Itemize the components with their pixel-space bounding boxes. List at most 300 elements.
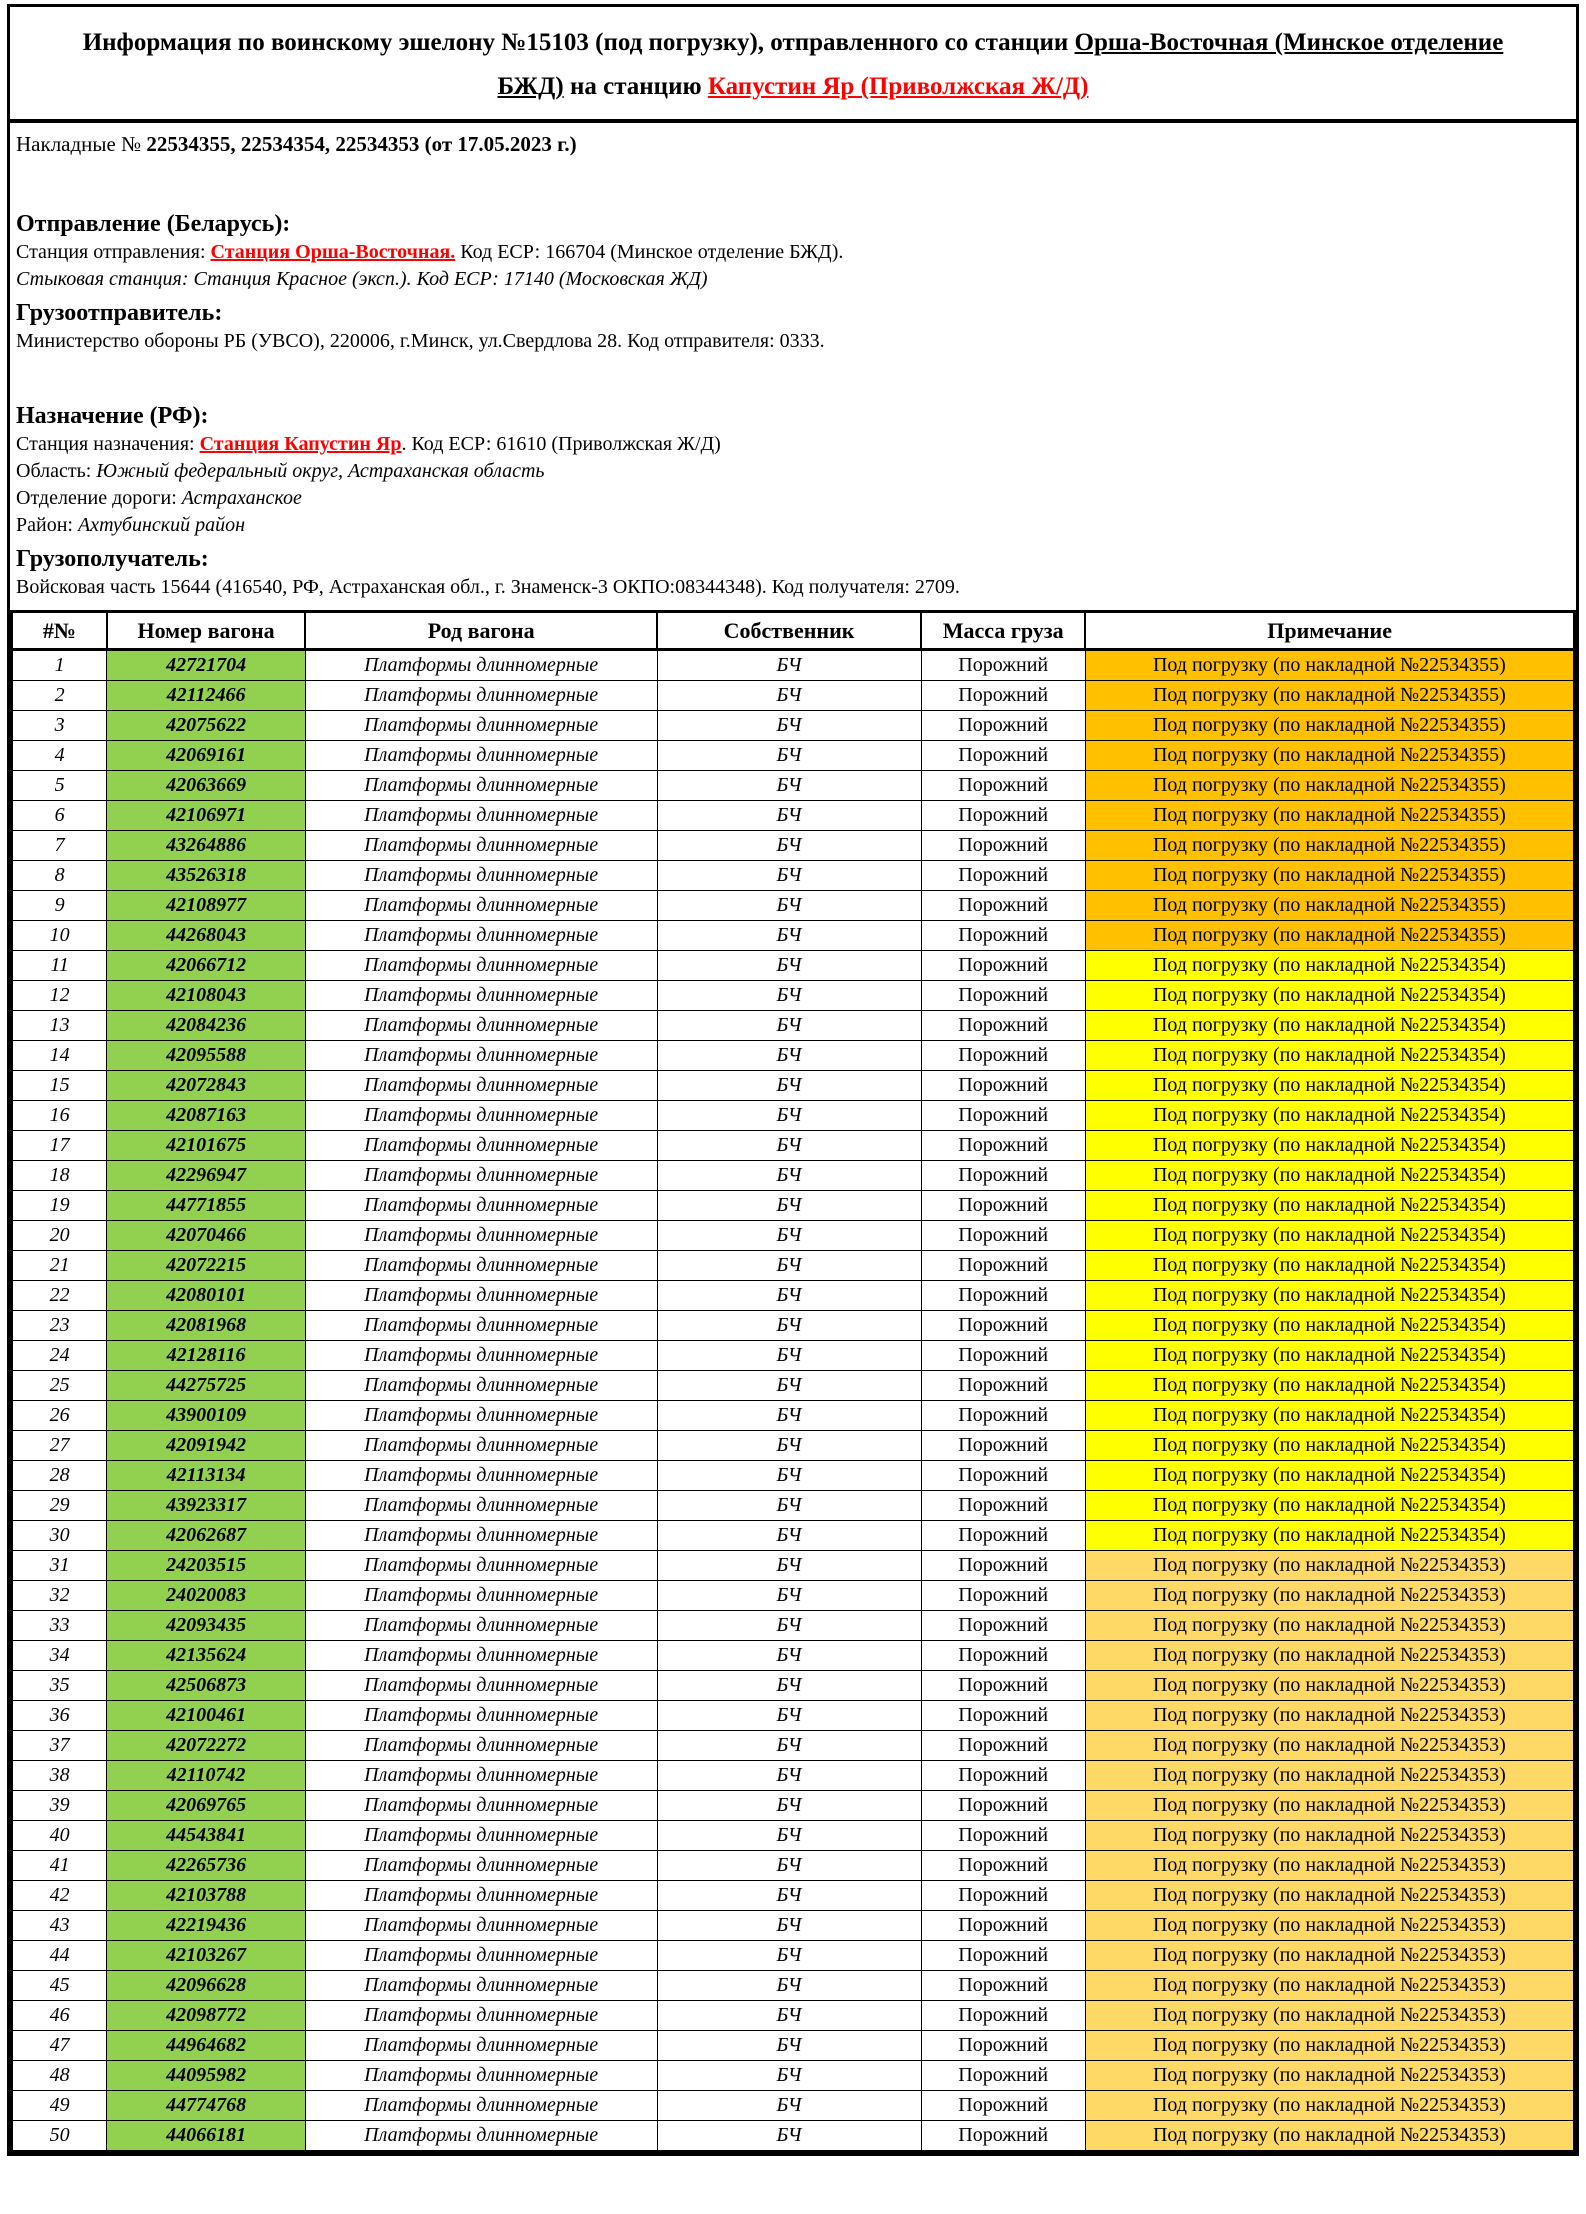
cell-note: Под погрузку (по накладной №22534355): [1085, 650, 1574, 681]
cell-row-number: 36: [12, 1701, 107, 1731]
cell-cargo-mass: Порожний: [921, 1341, 1085, 1371]
cell-owner: БЧ: [657, 1191, 921, 1221]
cell-owner: БЧ: [657, 1071, 921, 1101]
cell-row-number: 30: [12, 1521, 107, 1551]
table-row: [12, 771, 1575, 801]
table-row: [12, 2091, 1575, 2121]
cell-wagon-type: Платформы длинномерные: [305, 1161, 657, 1191]
cell-wagon-type: Платформы длинномерные: [305, 2061, 657, 2091]
cell-owner: БЧ: [657, 2121, 921, 2152]
cell-owner: БЧ: [657, 1221, 921, 1251]
header-row-number: #№: [12, 612, 107, 650]
cell-row-number: 23: [12, 1311, 107, 1341]
cell-note: Под погрузку (по накладной №22534354): [1085, 1131, 1574, 1161]
district-line: [16, 512, 1572, 539]
cell-cargo-mass: Порожний: [921, 1821, 1085, 1851]
cell-note: Под погрузку (по накладной №22534353): [1085, 1731, 1574, 1761]
cell-wagon-type: Платформы длинномерные: [305, 1131, 657, 1161]
cell-row-number: 32: [12, 1581, 107, 1611]
cell-cargo-mass: Порожний: [921, 861, 1085, 891]
cell-wagon-type: Платформы длинномерные: [305, 1851, 657, 1881]
cell-row-number: 48: [12, 2061, 107, 2091]
cell-owner: БЧ: [657, 1941, 921, 1971]
cell-owner: БЧ: [657, 1611, 921, 1641]
departure-station-rest: Код ЕСР: 166704 (Минское отделение БЖД).: [455, 241, 844, 263]
cell-wagon-number: 44774768: [107, 2091, 306, 2121]
table-row: [12, 1761, 1575, 1791]
cell-wagon-type: Платформы длинномерные: [305, 801, 657, 831]
cell-wagon-type: Платформы длинномерные: [305, 861, 657, 891]
cell-owner: БЧ: [657, 1581, 921, 1611]
cell-note: Под погрузку (по накладной №22534353): [1085, 1761, 1574, 1791]
cell-wagon-number: 42721704: [107, 650, 306, 681]
cell-wagon-number: 42110742: [107, 1761, 306, 1791]
cell-cargo-mass: Порожний: [921, 2091, 1085, 2121]
cell-row-number: 39: [12, 1791, 107, 1821]
cell-cargo-mass: Порожний: [921, 1911, 1085, 1941]
cell-wagon-type: Платформы длинномерные: [305, 1431, 657, 1461]
table-row: [12, 2121, 1575, 2152]
table-row: [12, 1881, 1575, 1911]
table-row: [12, 1281, 1575, 1311]
cell-note: Под погрузку (по накладной №22534353): [1085, 1941, 1574, 1971]
cell-owner: БЧ: [657, 1881, 921, 1911]
departure-station-link[interactable]: Станция Орша-Восточная.: [210, 241, 456, 263]
table-row: [12, 1221, 1575, 1251]
cell-owner: БЧ: [657, 1671, 921, 1701]
cell-wagon-type: Платформы длинномерные: [305, 1941, 657, 1971]
table-row: [12, 1371, 1575, 1401]
cell-row-number: 8: [12, 861, 107, 891]
cell-wagon-number: 42072843: [107, 1071, 306, 1101]
cell-owner: БЧ: [657, 1371, 921, 1401]
cell-note: Под погрузку (по накладной №22534355): [1085, 741, 1574, 771]
cell-cargo-mass: Порожний: [921, 831, 1085, 861]
cell-row-number: 26: [12, 1401, 107, 1431]
header-owner: Собственник: [657, 612, 921, 650]
cell-row-number: 10: [12, 921, 107, 951]
table-row: [12, 1671, 1575, 1701]
cell-owner: БЧ: [657, 1551, 921, 1581]
cell-owner: БЧ: [657, 1041, 921, 1071]
cell-cargo-mass: Порожний: [921, 801, 1085, 831]
cell-wagon-type: Платформы длинномерные: [305, 1881, 657, 1911]
cell-wagon-number: 42265736: [107, 1851, 306, 1881]
cell-row-number: 6: [12, 801, 107, 831]
division-value: Астраханское: [181, 487, 302, 509]
division-line: [16, 485, 1572, 512]
table-row: [12, 1461, 1575, 1491]
cell-owner: БЧ: [657, 1731, 921, 1761]
cell-wagon-type: Платформы длинномерные: [305, 1611, 657, 1641]
document-body: [10, 132, 1576, 601]
cell-owner: БЧ: [657, 1521, 921, 1551]
cell-owner: БЧ: [657, 1821, 921, 1851]
destination-station-line: [16, 431, 1572, 458]
cell-note: Под погрузку (по накладной №22534354): [1085, 1191, 1574, 1221]
cell-row-number: 41: [12, 1851, 107, 1881]
table-row: [12, 861, 1575, 891]
table-row: [12, 1401, 1575, 1431]
cell-note: Под погрузку (по накладной №22534353): [1085, 2031, 1574, 2061]
cell-cargo-mass: Порожний: [921, 1461, 1085, 1491]
junction-station-line: Стыковая станция: Станция Красное (эксп.). Код ЕСР: 17140 (Московская ЖД): [16, 268, 708, 290]
cell-wagon-number: 42062687: [107, 1521, 306, 1551]
cell-row-number: 43: [12, 1911, 107, 1941]
cell-cargo-mass: Порожний: [921, 771, 1085, 801]
table-row: [12, 891, 1575, 921]
table-row: [12, 1041, 1575, 1071]
cell-row-number: 17: [12, 1131, 107, 1161]
cell-owner: БЧ: [657, 1281, 921, 1311]
table-row: [12, 1971, 1575, 2001]
cell-cargo-mass: Порожний: [921, 1071, 1085, 1101]
cell-owner: БЧ: [657, 891, 921, 921]
cell-wagon-number: 42072215: [107, 1251, 306, 1281]
cell-wagon-type: Платформы длинномерные: [305, 1521, 657, 1551]
cell-cargo-mass: Порожний: [921, 681, 1085, 711]
cell-cargo-mass: Порожний: [921, 1791, 1085, 1821]
cell-note: Под погрузку (по накладной №22534354): [1085, 1371, 1574, 1401]
cell-wagon-number: 44275725: [107, 1371, 306, 1401]
cell-row-number: 5: [12, 771, 107, 801]
title-text-part2: на станцию: [563, 73, 708, 100]
cell-wagon-type: Платформы длинномерные: [305, 1461, 657, 1491]
table-row: [12, 1821, 1575, 1851]
cell-note: Под погрузку (по накладной №22534354): [1085, 1281, 1574, 1311]
cell-wagon-number: 42296947: [107, 1161, 306, 1191]
cell-note: Под погрузку (по накладной №22534354): [1085, 951, 1574, 981]
table-row: [12, 1131, 1575, 1161]
destination-station-rest: . Код ЕСР: 61610 (Приволжская Ж/Д): [401, 433, 721, 455]
title-text-part1: Информация по воинскому эшелону №15103 (под погрузку), отправленного со станции: [82, 29, 1075, 56]
cell-owner: БЧ: [657, 1011, 921, 1041]
cell-cargo-mass: Порожний: [921, 1881, 1085, 1911]
cell-note: Под погрузку (по накладной №22534355): [1085, 921, 1574, 951]
cell-note: Под погрузку (по накладной №22534355): [1085, 801, 1574, 831]
cell-row-number: 24: [12, 1341, 107, 1371]
cell-owner: БЧ: [657, 1311, 921, 1341]
cell-cargo-mass: Порожний: [921, 2061, 1085, 2091]
cell-wagon-type: Платформы длинномерные: [305, 2121, 657, 2152]
cell-wagon-type: Платформы длинномерные: [305, 1491, 657, 1521]
cell-cargo-mass: Порожний: [921, 2001, 1085, 2031]
cell-wagon-number: 42069765: [107, 1791, 306, 1821]
cell-cargo-mass: Порожний: [921, 951, 1085, 981]
cell-row-number: 29: [12, 1491, 107, 1521]
cell-cargo-mass: Порожний: [921, 1431, 1085, 1461]
cell-wagon-number: 42103267: [107, 1941, 306, 1971]
table-row: [12, 1521, 1575, 1551]
cell-wagon-number: 42135624: [107, 1641, 306, 1671]
cell-owner: БЧ: [657, 1431, 921, 1461]
cell-note: Под погрузку (по накладной №22534354): [1085, 1461, 1574, 1491]
cell-owner: БЧ: [657, 711, 921, 741]
cell-wagon-type: Платформы длинномерные: [305, 2001, 657, 2031]
cell-note: Под погрузку (по накладной №22534354): [1085, 1101, 1574, 1131]
cell-wagon-number: 42103788: [107, 1881, 306, 1911]
table-row: [12, 1791, 1575, 1821]
cell-note: Под погрузку (по накладной №22534354): [1085, 1011, 1574, 1041]
cell-owner: БЧ: [657, 831, 921, 861]
table-header-row: [12, 612, 1575, 650]
cell-note: Под погрузку (по накладной №22534353): [1085, 2061, 1574, 2091]
cell-cargo-mass: Порожний: [921, 1941, 1085, 1971]
cell-row-number: 14: [12, 1041, 107, 1071]
cell-wagon-number: 42112466: [107, 681, 306, 711]
cell-owner: БЧ: [657, 2091, 921, 2121]
cell-owner: БЧ: [657, 981, 921, 1011]
cell-cargo-mass: Порожний: [921, 891, 1085, 921]
wagon-table-body: [12, 650, 1575, 2152]
cell-cargo-mass: Порожний: [921, 1551, 1085, 1581]
cell-wagon-type: Платформы длинномерные: [305, 831, 657, 861]
cell-cargo-mass: Порожний: [921, 1581, 1085, 1611]
table-row: [12, 1491, 1575, 1521]
cell-row-number: 42: [12, 1881, 107, 1911]
cell-row-number: 34: [12, 1641, 107, 1671]
district-label: Район:: [16, 514, 78, 536]
cell-wagon-type: Платформы длинномерные: [305, 1311, 657, 1341]
table-row: [12, 681, 1575, 711]
cell-row-number: 3: [12, 711, 107, 741]
cell-cargo-mass: Порожний: [921, 2121, 1085, 2152]
cell-owner: БЧ: [657, 1641, 921, 1671]
cell-owner: БЧ: [657, 861, 921, 891]
cell-wagon-type: Платформы длинномерные: [305, 1191, 657, 1221]
table-row: [12, 2031, 1575, 2061]
cell-wagon-number: 44771855: [107, 1191, 306, 1221]
cell-note: Под погрузку (по накладной №22534353): [1085, 1671, 1574, 1701]
cell-wagon-number: 42091942: [107, 1431, 306, 1461]
cell-owner: БЧ: [657, 1971, 921, 2001]
destination-heading: Назначение (РФ):: [16, 403, 209, 429]
cell-row-number: 16: [12, 1101, 107, 1131]
table-row: [12, 2001, 1575, 2031]
cell-note: Под погрузку (по накладной №22534354): [1085, 1311, 1574, 1341]
cell-wagon-type: Платформы длинномерные: [305, 650, 657, 681]
cell-row-number: 28: [12, 1461, 107, 1491]
cell-cargo-mass: Порожний: [921, 1131, 1085, 1161]
cell-wagon-number: 42100461: [107, 1701, 306, 1731]
cell-wagon-type: Платформы длинномерные: [305, 1251, 657, 1281]
departure-station-line: [16, 239, 1572, 266]
cell-owner: БЧ: [657, 771, 921, 801]
cell-cargo-mass: Порожний: [921, 1491, 1085, 1521]
cell-wagon-number: 42072272: [107, 1731, 306, 1761]
table-row: [12, 2061, 1575, 2091]
cell-note: Под погрузку (по накладной №22534353): [1085, 1881, 1574, 1911]
cell-row-number: 38: [12, 1761, 107, 1791]
cell-row-number: 31: [12, 1551, 107, 1581]
cell-owner: БЧ: [657, 1131, 921, 1161]
cell-wagon-number: 44543841: [107, 1821, 306, 1851]
document-page: [7, 4, 1579, 2156]
cell-wagon-number: 42070466: [107, 1221, 306, 1251]
cell-cargo-mass: Порожний: [921, 1701, 1085, 1731]
cell-owner: БЧ: [657, 1251, 921, 1281]
cell-row-number: 22: [12, 1281, 107, 1311]
cell-note: Под погрузку (по накладной №22534355): [1085, 681, 1574, 711]
cell-owner: БЧ: [657, 801, 921, 831]
cell-cargo-mass: Порожний: [921, 1641, 1085, 1671]
cell-cargo-mass: Порожний: [921, 1251, 1085, 1281]
cell-owner: БЧ: [657, 1911, 921, 1941]
table-row: [12, 1641, 1575, 1671]
cell-note: Под погрузку (по накладной №22534354): [1085, 1221, 1574, 1251]
cell-owner: БЧ: [657, 951, 921, 981]
destination-station-link[interactable]: Станция Капустин Яр: [199, 433, 402, 455]
cell-wagon-type: Платформы длинномерные: [305, 1641, 657, 1671]
cell-row-number: 1: [12, 650, 107, 681]
cell-owner: БЧ: [657, 2031, 921, 2061]
cell-note: Под погрузку (по накладной №22534355): [1085, 861, 1574, 891]
cell-wagon-type: Платформы длинномерные: [305, 1821, 657, 1851]
cell-owner: БЧ: [657, 1491, 921, 1521]
cell-owner: БЧ: [657, 1101, 921, 1131]
table-row: [12, 921, 1575, 951]
cell-note: Под погрузку (по накладной №22534353): [1085, 2121, 1574, 2152]
cell-owner: БЧ: [657, 921, 921, 951]
cell-cargo-mass: Порожний: [921, 650, 1085, 681]
cell-wagon-number: 43900109: [107, 1401, 306, 1431]
cell-note: Под погрузку (по накладной №22534353): [1085, 1911, 1574, 1941]
cell-note: Под погрузку (по накладной №22534353): [1085, 2091, 1574, 2121]
cell-row-number: 35: [12, 1671, 107, 1701]
cell-wagon-number: 42108043: [107, 981, 306, 1011]
table-row: [12, 1191, 1575, 1221]
cell-row-number: 13: [12, 1011, 107, 1041]
cell-row-number: 33: [12, 1611, 107, 1641]
cell-row-number: 50: [12, 2121, 107, 2152]
cell-note: Под погрузку (по накладной №22534354): [1085, 1401, 1574, 1431]
region-value: Южный федеральный округ, Астраханская область: [96, 460, 545, 482]
cell-owner: БЧ: [657, 1761, 921, 1791]
cell-note: Под погрузку (по накладной №22534353): [1085, 1851, 1574, 1881]
cell-note: Под погрузку (по накладной №22534354): [1085, 1431, 1574, 1461]
cell-owner: БЧ: [657, 681, 921, 711]
cell-note: Под погрузку (по накладной №22534354): [1085, 1521, 1574, 1551]
cell-cargo-mass: Порожний: [921, 1671, 1085, 1701]
cell-owner: БЧ: [657, 650, 921, 681]
cell-wagon-type: Платформы длинномерные: [305, 1701, 657, 1731]
cell-owner: БЧ: [657, 2061, 921, 2091]
cell-wagon-type: Платформы длинномерные: [305, 1791, 657, 1821]
cell-row-number: 44: [12, 1941, 107, 1971]
cell-wagon-type: Платформы длинномерные: [305, 921, 657, 951]
cell-note: Под погрузку (по накладной №22534354): [1085, 1491, 1574, 1521]
cell-note: Под погрузку (по накладной №22534353): [1085, 1791, 1574, 1821]
cell-owner: БЧ: [657, 1161, 921, 1191]
cell-row-number: 7: [12, 831, 107, 861]
cell-cargo-mass: Порожний: [921, 1281, 1085, 1311]
cell-wagon-type: Платформы длинномерные: [305, 981, 657, 1011]
cell-wagon-number: 42093435: [107, 1611, 306, 1641]
cell-note: Под погрузку (по накладной №22534353): [1085, 1971, 1574, 2001]
title-destination-station-link[interactable]: Капустин Яр (Приволжская Ж/Д): [707, 73, 1089, 100]
table-row: [12, 951, 1575, 981]
cell-owner: БЧ: [657, 2001, 921, 2031]
cell-note: Под погрузку (по накладной №22534354): [1085, 1341, 1574, 1371]
cell-wagon-type: Платформы длинномерные: [305, 771, 657, 801]
cell-cargo-mass: Порожний: [921, 711, 1085, 741]
cell-wagon-type: Платформы длинномерные: [305, 1401, 657, 1431]
cell-cargo-mass: Порожний: [921, 1731, 1085, 1761]
table-row: [12, 1911, 1575, 1941]
cell-note: Под погрузку (по накладной №22534353): [1085, 1641, 1574, 1671]
cell-wagon-type: Платформы длинномерные: [305, 1371, 657, 1401]
cell-wagon-type: Платформы длинномерные: [305, 1071, 657, 1101]
table-row: [12, 1251, 1575, 1281]
cell-wagon-number: 42087163: [107, 1101, 306, 1131]
cell-note: Под погрузку (по накладной №22534353): [1085, 1821, 1574, 1851]
cell-owner: БЧ: [657, 1701, 921, 1731]
cell-owner: БЧ: [657, 1851, 921, 1881]
cell-note: Под погрузку (по накладной №22534353): [1085, 1701, 1574, 1731]
cell-note: Под погрузку (по накладной №22534354): [1085, 1161, 1574, 1191]
consignee-heading: Грузополучатель:: [16, 546, 209, 572]
table-row: [12, 711, 1575, 741]
table-row: [12, 831, 1575, 861]
cell-row-number: 46: [12, 2001, 107, 2031]
shipper-heading: Грузоотправитель:: [16, 300, 223, 326]
cell-row-number: 12: [12, 981, 107, 1011]
cell-wagon-number: 42096628: [107, 1971, 306, 2001]
division-label: Отделение дороги:: [16, 487, 182, 509]
cell-cargo-mass: Порожний: [921, 921, 1085, 951]
district-value: Ахтубинский район: [77, 514, 246, 536]
cell-cargo-mass: Порожний: [921, 1611, 1085, 1641]
table-row: [12, 1311, 1575, 1341]
cell-cargo-mass: Порожний: [921, 1371, 1085, 1401]
cell-wagon-number: 42128116: [107, 1341, 306, 1371]
cell-note: Под погрузку (по накладной №22534355): [1085, 891, 1574, 921]
cell-note: Под погрузку (по накладной №22534354): [1085, 981, 1574, 1011]
table-row: [12, 801, 1575, 831]
cell-cargo-mass: Порожний: [921, 1041, 1085, 1071]
cell-wagon-type: Платформы длинномерные: [305, 891, 657, 921]
table-row: [12, 1941, 1575, 1971]
cell-row-number: 15: [12, 1071, 107, 1101]
cell-note: Под погрузку (по накладной №22534355): [1085, 711, 1574, 741]
cell-wagon-type: Платформы длинномерные: [305, 1731, 657, 1761]
cell-wagon-type: Платформы длинномерные: [305, 1551, 657, 1581]
table-row: [12, 1161, 1575, 1191]
destination-station-label: Станция назначения:: [16, 433, 200, 455]
cell-wagon-type: Платформы длинномерные: [305, 1761, 657, 1791]
cell-row-number: 25: [12, 1371, 107, 1401]
cell-row-number: 19: [12, 1191, 107, 1221]
header-note: Примечание: [1085, 612, 1574, 650]
cell-cargo-mass: Порожний: [921, 1101, 1085, 1131]
table-row: [12, 1071, 1575, 1101]
cell-cargo-mass: Порожний: [921, 1401, 1085, 1431]
cell-row-number: 47: [12, 2031, 107, 2061]
cell-cargo-mass: Порожний: [921, 1191, 1085, 1221]
cell-note: Под погрузку (по накладной №22534353): [1085, 1581, 1574, 1611]
cell-row-number: 2: [12, 681, 107, 711]
cell-row-number: 45: [12, 1971, 107, 2001]
cell-cargo-mass: Порожний: [921, 1521, 1085, 1551]
table-row: [12, 1851, 1575, 1881]
table-row: [12, 1431, 1575, 1461]
departure-heading: Отправление (Беларусь):: [16, 211, 291, 237]
cell-wagon-number: 42075622: [107, 711, 306, 741]
cell-wagon-number: 44964682: [107, 2031, 306, 2061]
waybills-label: Накладные №: [16, 132, 147, 156]
table-row: [12, 1731, 1575, 1761]
cell-wagon-type: Платформы длинномерные: [305, 2031, 657, 2061]
